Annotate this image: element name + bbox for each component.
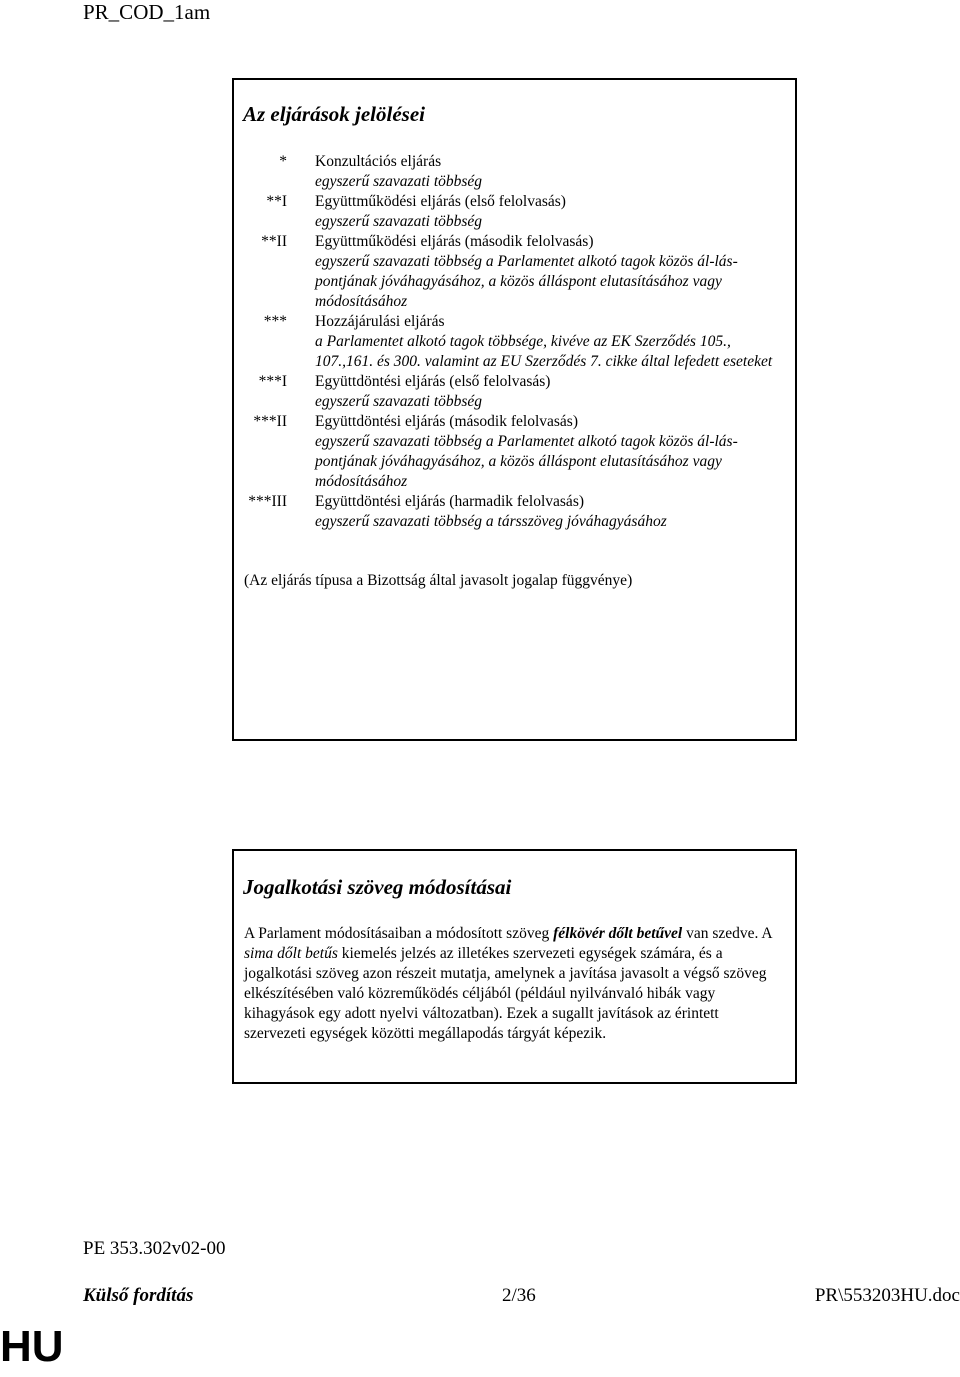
bold-italic-example: félkövér dőlt betűvel [553, 925, 683, 942]
procedure-name: Együttdöntési eljárás (első felolvasás) [315, 373, 551, 390]
procedure-name: Hozzájárulási eljárás [315, 313, 445, 330]
paragraph-text: van szedve. A [682, 925, 772, 942]
procedure-symbol: ***III [248, 493, 287, 510]
pe-number: PE 353.302v02-00 [83, 1238, 226, 1259]
procedure-description: egyszerű szavazati többség [315, 393, 483, 410]
procedure-symbol: **I [266, 193, 287, 210]
amendments-title: Jogalkotási szöveg módosításai [243, 875, 512, 899]
procedure-note: (Az eljárás típusa a Bizottság által javasolt jogalap függvénye) [244, 572, 633, 589]
footer [0, 1285, 960, 1311]
procedure-description: a Parlamentet alkotó tagok többsége, kivéve az EK Szerződés 105., 107.,161. és 300. valamint az EU Szerződés 7. cikke által lefedett eseteket [315, 333, 773, 370]
document-code: PR_COD_1am [83, 0, 211, 24]
language-code: HU [0, 1322, 64, 1371]
procedure-item [234, 492, 795, 532]
procedure-description: egyszerű szavazati többség a társszöveg jóváhagyásához [315, 513, 667, 530]
italic-example: sima dőlt betűs [244, 945, 338, 962]
procedures-box [232, 78, 797, 741]
procedure-symbol: ***II [253, 413, 287, 430]
procedure-name: Együttdöntési eljárás (második felolvasás) [315, 413, 579, 430]
paragraph-text: A Parlament módosításaiban a módosított szöveg [244, 925, 554, 942]
procedure-description: egyszerű szavazati többség [315, 213, 483, 230]
procedure-item [234, 152, 795, 192]
paragraph-text: kiemelés jelzés az illetékes szervezeti egységek számára, és a jogalkotási szöveg azon részeit mutatja, amelynek a javítása javasolt a végső szöveg elkészítésében való közreműködés céljából (például nyilvánvaló hibák vagy kihagyások egy adott nyelvi változatban). Ezek a sugallt javítások az érintett szervezeti egységek közötti megállapodás tárgyát képezik. [244, 945, 767, 1042]
amendments-paragraph [244, 924, 779, 1044]
procedure-symbol: *** [263, 313, 287, 330]
procedure-name: Együttműködési eljárás (második felolvasás) [315, 233, 594, 250]
procedure-name: Együttműködési eljárás (első felolvasás) [315, 193, 566, 210]
procedure-item [234, 312, 795, 372]
procedure-item [234, 232, 795, 312]
procedure-list [234, 152, 795, 532]
procedure-name: Együttdöntési eljárás (harmadik felolvasás) [315, 493, 585, 510]
procedure-item [234, 372, 795, 412]
file-name: PR\553203HU.doc [814, 1285, 960, 1306]
page-number: 2/36 [502, 1285, 536, 1306]
translation-label: Külső fordítás [83, 1285, 194, 1306]
procedure-description: egyszerű szavazati többség [315, 173, 483, 190]
procedure-description: egyszerű szavazati többség a Parlamentet alkotó tagok közös ál-láspontjának jóváhagyásához, a közös álláspont elutasításához vagy módosításához [315, 433, 738, 490]
procedure-symbol: ***I [258, 373, 287, 390]
procedures-title: Az eljárások jelölései [243, 102, 425, 126]
amendments-box [232, 849, 797, 1084]
procedure-item [234, 412, 795, 492]
procedure-description: egyszerű szavazati többség a Parlamentet alkotó tagok közös ál-láspontjának jóváhagyásához, a közös álláspont elutasításához vagy módosításához [315, 253, 738, 310]
procedure-item [234, 192, 795, 232]
procedure-name: Konzultációs eljárás [315, 153, 442, 170]
procedure-symbol: * [279, 153, 287, 170]
procedure-symbol: **II [261, 233, 287, 250]
